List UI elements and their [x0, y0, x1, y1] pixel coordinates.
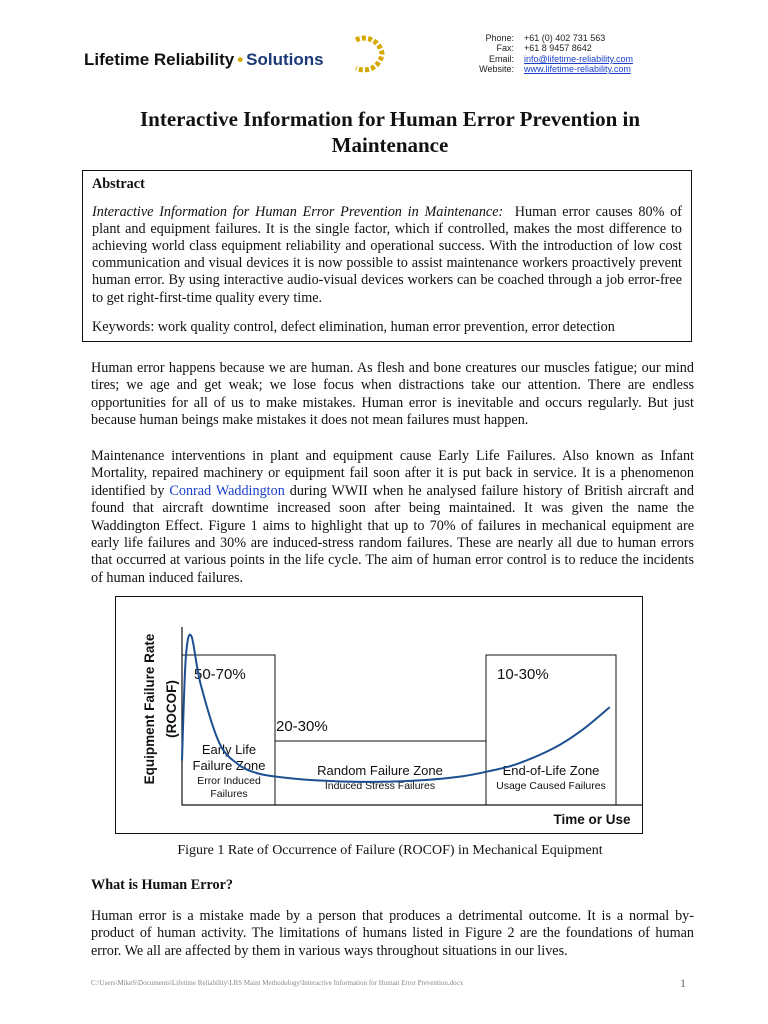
zone-end-pct: 10-30%	[497, 666, 549, 683]
paragraph-2: Maintenance interventions in plant and equipment cause Early Life Failures. Also known as Infant Mortality, repaired machinery or equipment fail soon after it is put back in service. It is a phenomenon identified by Conrad Waddington during WWII when he analysed failure history of British aircraft and found that aircraft downtime increased soon after being maintained. It was given the name the Waddington Effect. Figure 1 aims to highlight that up to 70% of failures in mechanical equipment are early life failures and 30% are induced-stress random failures. These are nearly all due to human errors that occurred at various points in the life cycle. The aim of human error control is to reduce the incidents of human induced failures.	[91, 448, 694, 586]
document-title: Interactive Information for Human Error Prevention in Maintenance	[139, 107, 641, 157]
email-link[interactable]: info@lifetime-reliability.com	[524, 53, 633, 64]
paragraph-1: Human error happens because we are human. As flesh and bone creatures our muscles fatigue; our mind tires; we age and get weak; we lose focus when distractions take our attention. There are endless opportunities for all of us to make mistakes. Human error is inevitable and occurs regularly. But just because human beings make mistakes it does not mean failures must happen.	[91, 360, 694, 429]
logo-text-primary: Lifetime Reliability	[84, 50, 235, 69]
paragraph-3: Human error is a mistake made by a person that produces a detrimental outcome. It is a normal by-product of human activity. The limitations of humans listed in Figure 2 are the foundations of human error. We all are affected by them in various ways throughout situations in our lives.	[91, 908, 694, 959]
zone-end-name: End-of-Life Zone	[502, 763, 600, 778]
zone-end-sub: Usage Caused Failures	[496, 780, 606, 792]
website-link[interactable]: www.lifetime-reliability.com	[524, 64, 631, 75]
abstract-italic-lead: Interactive Information for Human Error Prevention in Maintenance:	[92, 204, 504, 221]
logo-text-secondary: Solutions	[246, 50, 324, 69]
contact-fax: Fax: +61 8 9457 8642	[496, 43, 592, 54]
zone-early-name-2: Failure Zone	[192, 758, 266, 773]
zone-random-name: Random Failure Zone	[317, 763, 443, 778]
page-number: 1	[680, 976, 686, 990]
rocof-chart	[116, 597, 642, 833]
company-logo	[84, 50, 324, 70]
section-heading: What is Human Error?	[91, 877, 234, 893]
contact-website: Website: www.lifetime-reliability.com	[479, 64, 631, 75]
zone-early-pct: 50-70%	[194, 666, 246, 683]
chart-ylabel-line2: (ROCOF)	[164, 680, 179, 738]
zone-early-sub-2: Failures	[210, 788, 248, 800]
logo-dot: •	[237, 50, 244, 69]
figure-caption: Figure 1 Rate of Occurrence of Failure (ROCOF) in Mechanical Equipment	[177, 843, 603, 858]
chart-ylabel-line1: Equipment Failure Rate	[142, 633, 157, 785]
chart-xlabel: Time or Use	[553, 812, 631, 827]
contact-block	[440, 33, 633, 75]
footer-path: C:\Users\MikeS\Documents\Lifetime Reliability\LRS Maint Methodology\Interactive Information for Human Error Prevention.docx	[91, 979, 464, 987]
abstract-text: Human error causes 80% of plant and equipment failures. It is the single factor, which if controlled, makes the most difference to achieving world class equipment reliability and operational success. With the introduction of low cost communication and visual devices it is now possible to assist maintenance workers proactively prevent human error. By using interactive audio-visual devices workers can be coached through a job error-free to get right-first-time quality every time.	[92, 204, 682, 306]
zone-early-name-1: Early Life	[201, 742, 257, 757]
zone-random-pct: 20-30%	[276, 718, 328, 735]
contact-email: Email: info@lifetime-reliability.com	[488, 53, 633, 64]
gear-icon	[352, 34, 388, 74]
abstract-heading: Abstract	[92, 176, 145, 192]
zone-random-sub: Induced Stress Failures	[324, 780, 436, 792]
figure-1	[115, 596, 643, 834]
waddington-link[interactable]: Conrad Waddington	[169, 482, 285, 499]
abstract-box	[82, 170, 692, 342]
zone-early-sub-1: Error Induced	[197, 775, 261, 787]
abstract-body	[92, 204, 682, 307]
abstract-keywords: Keywords: work quality control, defect elimination, human error prevention, error detection	[92, 318, 615, 335]
contact-phone: Phone: +61 (0) 402 731 563	[485, 33, 606, 43]
